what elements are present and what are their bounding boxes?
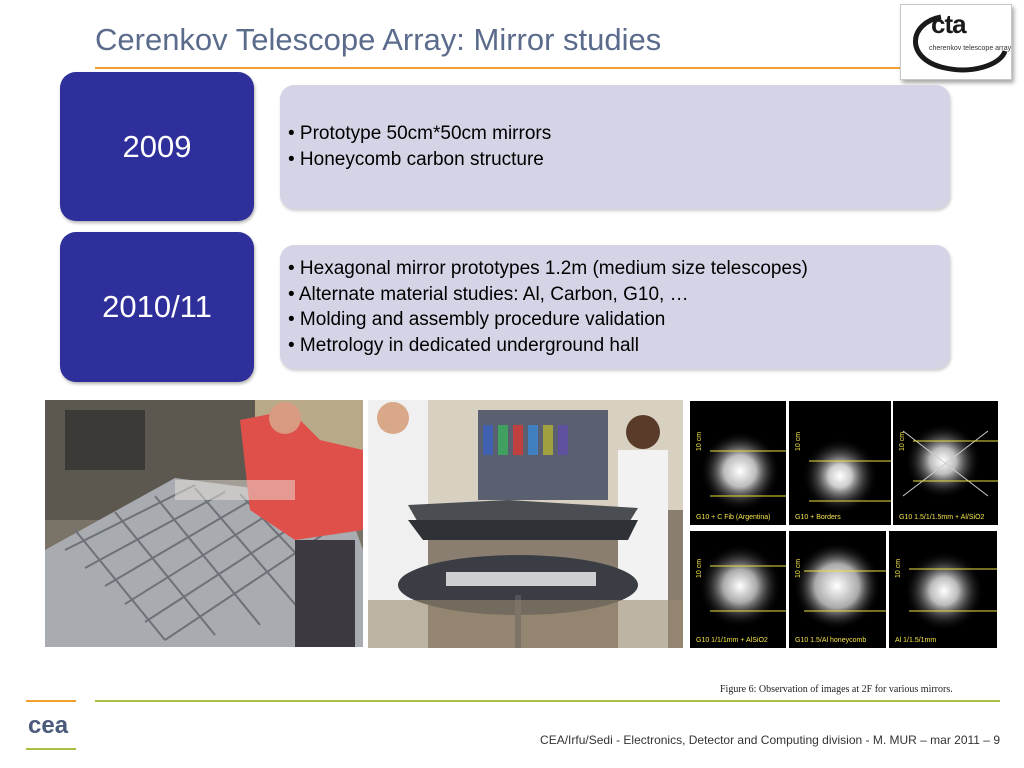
mirror-image-3: [893, 401, 998, 525]
year-label: 2009: [122, 128, 192, 164]
scale-label: 10 cm: [895, 558, 902, 578]
year-box-2010-11: [60, 232, 254, 382]
mirror-image-label: G10 1/1/1mm + AlSiO2: [696, 637, 768, 644]
footer-divider: [95, 700, 1000, 702]
year-label: 2010/11: [102, 289, 212, 324]
svg-text:cea: cea: [28, 712, 69, 739]
mirror-image-2: [789, 401, 891, 525]
scale-label: 10 cm: [795, 558, 802, 578]
photo-hexagonal-prototype: [368, 400, 683, 648]
bullet-item: • Alternate material studies: Al, Carbon, G10, …: [288, 283, 689, 305]
mirror-image-label: G10 + C Fib (Argentina): [696, 514, 771, 521]
mirror-image-label: G10 1.5/Al honeycomb: [795, 637, 867, 644]
scale-label: 10 cm: [795, 431, 802, 451]
bullet-item: • Hexagonal mirror prototypes 1.2m (medium size telescopes): [288, 258, 808, 279]
mirror-image-label: G10 1.5/1/1.5mm + Al/SiO2: [899, 514, 985, 521]
mirror-image-1: [690, 401, 786, 525]
photo-honeycomb-structure: [45, 400, 363, 647]
slide-title: Cerenkov Telescope Array: Mirror studies: [95, 22, 662, 57]
cea-logo: [26, 700, 76, 752]
bullet-box-2009: [280, 85, 950, 209]
mirror-image-4: [690, 531, 786, 648]
figure-caption: Figure 6: Observation of images at 2F for various mirrors.: [720, 684, 953, 695]
bullet-item: • Metrology in dedicated underground hall: [288, 334, 639, 356]
bullet-box-2010-11: [280, 245, 950, 369]
scale-label: 10 cm: [899, 431, 906, 451]
bullet-item: • Molding and assembly procedure validation: [288, 309, 666, 330]
bullet-item: • Honeycomb carbon structure: [288, 148, 544, 170]
scale-label: 10 cm: [696, 431, 703, 451]
mirror-image-label: G10 + Borders: [795, 514, 841, 521]
footer-text: CEA/Irfu/Sedi - Electronics, Detector and Computing division - M. MUR – mar 2011 – 9: [540, 733, 1000, 747]
mirror-image-label: Al 1/1.5/1mm: [895, 637, 937, 644]
cta-logo: [900, 4, 1012, 80]
mirror-image-6: [889, 531, 997, 648]
mirror-image-5: [789, 531, 886, 648]
title-divider: [95, 67, 900, 69]
cta-logo-subtitle: cherenkov telescope array: [929, 45, 1012, 52]
year-box-2009: [60, 72, 254, 221]
cea-logo-icon: [26, 700, 76, 752]
scale-label: 10 cm: [696, 558, 703, 578]
bullet-item: • Prototype 50cm*50cm mirrors: [288, 123, 552, 144]
cta-logo-text: cta: [931, 9, 966, 39]
